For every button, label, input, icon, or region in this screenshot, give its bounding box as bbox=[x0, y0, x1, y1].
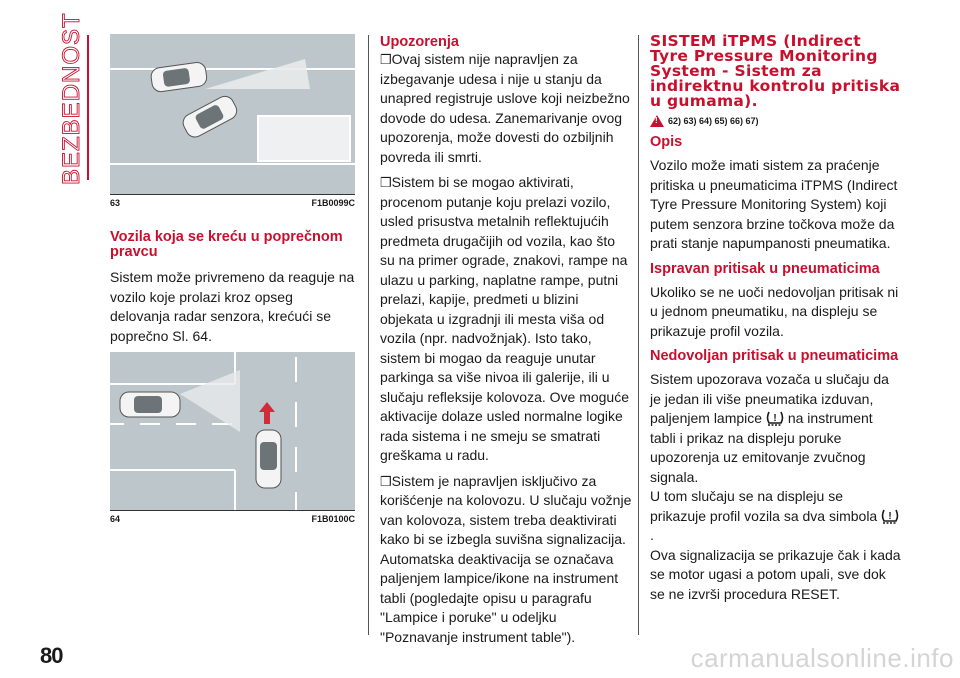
watermark: carmanualsonline.info bbox=[690, 643, 954, 673]
section-heading: Upozorenja bbox=[380, 34, 459, 50]
bullet-square-icon: ❒ bbox=[380, 473, 392, 489]
figure-64-illustration bbox=[110, 352, 355, 510]
warnings-section bbox=[380, 35, 632, 653]
bullet-square-icon: ❒ bbox=[380, 175, 392, 190]
column-divider bbox=[368, 35, 369, 635]
warning-bullet bbox=[380, 173, 632, 466]
bullet-text: Ovaj sistem nije napravljen za izbegavanje udesa i nije u stanju da unapred registruje uslove koji neizbežno dovode do udesa. Zanemarivanje ovog upozorenja, može dovesti do ozbiljnih povreda ili smrti. bbox=[380, 51, 630, 165]
correct-pressure-heading: Ispravan pritisak u pneumaticima bbox=[650, 260, 880, 277]
side-title-rule bbox=[87, 35, 89, 180]
low-pressure-text-part: . bbox=[650, 527, 654, 543]
crossing-vehicles-section bbox=[110, 230, 355, 346]
opis-text: Vozilo može imati sistem za praćenje pritiska u pneumaticima iTPMS (Indirect Tyre Pressure Monitoring System) koji putem senzora brzine točkova može da prati stanje napumpanosti pneumatika. bbox=[650, 157, 898, 251]
car-crossing-icon bbox=[120, 392, 180, 417]
low-pressure-text-part: U tom slučaju se na displeju se prikazuje profil vozila sa dva simbola bbox=[650, 488, 878, 524]
warning-references bbox=[650, 115, 902, 127]
warning-refs-text: 62) 63) 64) 65) 66) 67) bbox=[668, 116, 759, 126]
car-forward-icon bbox=[256, 430, 281, 488]
figure-code: F1B0100C bbox=[311, 514, 355, 524]
bullet-text: Sistem je napravljen isključivo za korišćenje na kolovozu. U slučaju vožnje van kolovoza, sistem treba deaktivirati kako bi se izbegla suvišna signalizacija. Automatska deaktivacija se označava paljenjem lampice/ikone na instrument tabli (pogledajte opisu u paragrafu "Lampice i poruke" u odeljku "Poznavanje instrument table"). bbox=[380, 472, 632, 645]
figure-63 bbox=[110, 34, 355, 211]
side-title-text: BEZBEDNOST bbox=[58, 12, 85, 185]
itpms-title: SISTEM iTPMS (Indirect Tyre Pressure Monitoring System - Sistem za indirektnu kontrolu pritiska u gumama). bbox=[650, 32, 901, 110]
figure-number: 64 bbox=[110, 514, 121, 524]
figure-code: F1B0099C bbox=[311, 198, 355, 208]
svg-text:!: ! bbox=[888, 510, 892, 522]
low-pressure-text-part: Sistem upozorava vozača u slučaju da je jedan ili više pneumatika izduvan, paljenjem lampice bbox=[650, 371, 889, 426]
page-number: 80 bbox=[40, 643, 63, 668]
figure-caption bbox=[110, 510, 355, 527]
warning-bullet bbox=[380, 472, 632, 648]
figure-63-illustration bbox=[110, 34, 355, 194]
warning-bullet bbox=[380, 50, 632, 167]
opis-heading: Opis bbox=[650, 134, 683, 150]
tpms-warning-icon bbox=[881, 508, 899, 524]
section-heading: Vozila koja se kreću u poprečnom pravcu bbox=[110, 229, 343, 260]
figure-number: 63 bbox=[110, 198, 121, 208]
correct-pressure-text: Ukoliko se ne uoči nedovoljan pritisak ni u jednom pneumatiku, na displeju se prikazuje profil vozila. bbox=[650, 283, 899, 339]
low-pressure-text: Ova signalizacija se prikazuje čak i kada se motor ugasi a potom upali, sve dok se ne izvrši procedura RESET. bbox=[650, 546, 901, 602]
truck-shape bbox=[258, 116, 350, 161]
low-pressure-text-part: na instrument tabli i prikaz na displeju poruke upozorenja uz emitovanje zvučnog signala. bbox=[650, 410, 873, 485]
bullet-square-icon: ❒ bbox=[380, 52, 392, 67]
low-pressure-text bbox=[650, 487, 902, 546]
figure-64 bbox=[110, 352, 355, 527]
section-side-title bbox=[57, 12, 87, 190]
itpms-section bbox=[650, 34, 902, 604]
tpms-warning-icon bbox=[766, 410, 784, 426]
section-body: Sistem može privremeno da reaguje na vozilo koje prolazi kroz opseg delovanja radar senzora, krećući se poprečno Sl. 64. bbox=[110, 269, 355, 344]
column-divider bbox=[638, 35, 639, 635]
low-pressure-text bbox=[650, 370, 902, 487]
figure-caption bbox=[110, 194, 355, 211]
bullet-text: Sistem bi se mogao aktivirati, procenom putanje koju prelazi vozilo, usled prisustva metalnih reflektujućih predmeta drugačijih od vozila, kao što su na primer ograde, znakovi, rampe na ulazu u parking, naplatne rampe, putni prelazi, kapije, predmeti u blizini objekata u izgradnji ili mesta viša od vozila (npr. nadvožnjak). Isto tako, sistem bi mogao da reaguje unutar parkinga sa više nivoa ili galerije, ili u slučaju refleksije kolovoza. Ove moguće aktivacije dolaze usled normalne logike rada sistema i ne smeju se smatrati greškama u radu. bbox=[380, 174, 630, 463]
low-pressure-heading: Nedovoljan pritisak u pneumaticima bbox=[650, 348, 899, 364]
svg-text:!: ! bbox=[773, 413, 777, 424]
warning-triangle-icon bbox=[650, 115, 664, 127]
